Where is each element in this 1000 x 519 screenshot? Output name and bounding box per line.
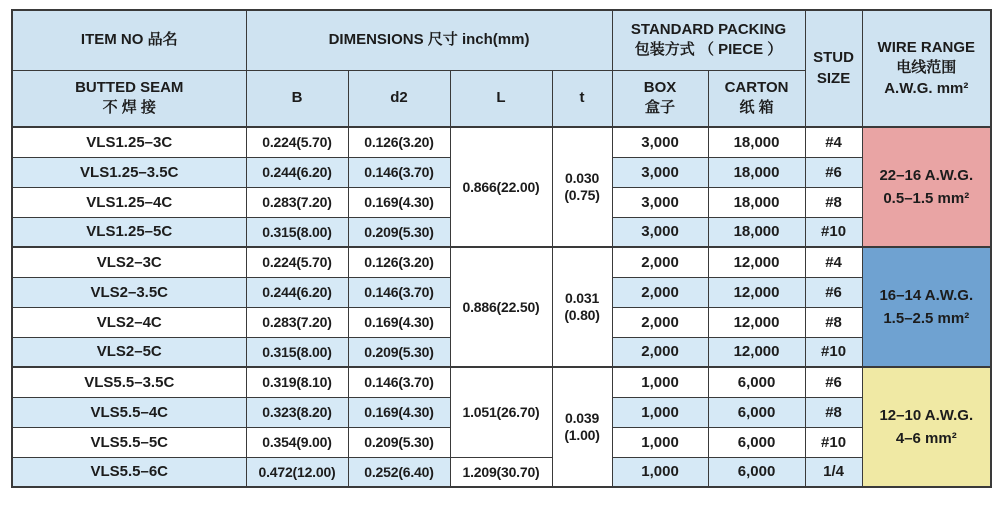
header-butted-seam xyxy=(12,70,246,127)
box-cell: 3,000 xyxy=(612,127,708,157)
header-butted-seam-en: BUTTED SEAM xyxy=(75,79,184,96)
header-standard-packing xyxy=(612,10,805,70)
carton-cell: 12,000 xyxy=(708,277,805,307)
dim-d2-cell: 0.126(3.20) xyxy=(348,247,450,277)
table-body xyxy=(12,127,991,487)
carton-cell: 18,000 xyxy=(708,217,805,247)
header-dimensions: DIMENSIONS 尺寸 inch(mm) xyxy=(246,10,612,70)
dim-b-cell: 0.315(8.00) xyxy=(246,217,348,247)
dim-b-cell: 0.323(8.20) xyxy=(246,397,348,427)
header-col-d2: d2 xyxy=(348,70,450,127)
header-wire-range-en: WIRE RANGE xyxy=(877,39,976,57)
dim-t-mm: (0.75) xyxy=(564,187,600,203)
dim-t-cell xyxy=(552,367,612,487)
carton-cell: 6,000 xyxy=(708,427,805,457)
dim-t-cell xyxy=(552,247,612,367)
stud-cell: 1/4 xyxy=(805,457,862,487)
dim-d2-cell: 0.169(4.30) xyxy=(348,187,450,217)
table-row xyxy=(12,127,991,157)
table-header xyxy=(12,10,991,127)
box-cell: 1,000 xyxy=(612,457,708,487)
dim-t-mm: (1.00) xyxy=(564,427,600,443)
stud-cell: #8 xyxy=(805,187,862,217)
header-stud-line2: SIZE xyxy=(816,69,851,87)
dim-d2-cell: 0.169(4.30) xyxy=(348,307,450,337)
item-cell: VLS1.25–5C xyxy=(12,217,246,247)
header-item-no: ITEM NO 品名 xyxy=(12,10,246,70)
item-cell: VLS5.5–5C xyxy=(12,427,246,457)
stud-cell: #4 xyxy=(805,127,862,157)
table-row xyxy=(12,457,991,487)
dim-d2-cell: 0.146(3.70) xyxy=(348,157,450,187)
dim-d2-cell: 0.209(5.30) xyxy=(348,427,450,457)
dim-b-cell: 0.315(8.00) xyxy=(246,337,348,367)
dim-d2-cell: 0.169(4.30) xyxy=(348,397,450,427)
wire-range-mm2: 4–6 mm² xyxy=(895,430,957,447)
item-cell: VLS2–5C xyxy=(12,337,246,367)
stud-cell: #4 xyxy=(805,247,862,277)
wire-range-mm2: 0.5–1.5 mm² xyxy=(883,190,970,207)
dim-l-cell: 0.866(22.00) xyxy=(450,127,552,247)
wire-range-cell xyxy=(862,127,991,247)
header-wire-range xyxy=(862,10,991,127)
header-stud-size xyxy=(805,10,862,127)
dim-t-inch: 0.030 xyxy=(565,169,600,186)
header-wire-range-units: A.W.G. mm² xyxy=(884,79,969,97)
dim-d2-cell: 0.252(6.40) xyxy=(348,457,450,487)
dim-b-cell: 0.244(6.20) xyxy=(246,157,348,187)
item-cell: VLS1.25–3C xyxy=(12,127,246,157)
item-cell: VLS2–3C xyxy=(12,247,246,277)
item-cell: VLS5.5–3.5C xyxy=(12,367,246,397)
box-cell: 3,000 xyxy=(612,157,708,187)
wire-range-awg: 22–16 A.W.G. xyxy=(879,166,974,184)
carton-cell: 12,000 xyxy=(708,247,805,277)
header-col-box xyxy=(612,70,708,127)
header-stud-line1: STUD xyxy=(813,49,854,67)
dim-b-cell: 0.283(7.20) xyxy=(246,187,348,217)
carton-cell: 18,000 xyxy=(708,157,805,187)
dim-b-cell: 0.319(8.10) xyxy=(246,367,348,397)
item-cell: VLS5.5–4C xyxy=(12,397,246,427)
header-box-cn: 盒子 xyxy=(645,99,676,117)
box-cell: 1,000 xyxy=(612,427,708,457)
dim-b-cell: 0.224(5.70) xyxy=(246,247,348,277)
wire-range-cell xyxy=(862,367,991,487)
header-standard-packing-en: STANDARD PACKING xyxy=(630,21,787,38)
product-spec-table xyxy=(11,9,992,488)
dim-d2-cell: 0.146(3.70) xyxy=(348,277,450,307)
stud-cell: #6 xyxy=(805,277,862,307)
stud-cell: #10 xyxy=(805,427,862,457)
dim-d2-cell: 0.126(3.20) xyxy=(348,127,450,157)
stud-cell: #8 xyxy=(805,397,862,427)
item-cell: VLS5.5–6C xyxy=(12,457,246,487)
table-row xyxy=(12,367,991,397)
header-carton-cn: 纸 箱 xyxy=(739,99,774,117)
dim-l-cell: 1.209(30.70) xyxy=(450,457,552,487)
header-col-t: t xyxy=(552,70,612,127)
item-cell: VLS2–3.5C xyxy=(12,277,246,307)
dim-b-cell: 0.244(6.20) xyxy=(246,277,348,307)
dim-t-cell xyxy=(552,127,612,247)
box-cell: 2,000 xyxy=(612,277,708,307)
box-cell: 2,000 xyxy=(612,307,708,337)
item-cell: VLS1.25–3.5C xyxy=(12,157,246,187)
stud-cell: #6 xyxy=(805,157,862,187)
stud-cell: #6 xyxy=(805,367,862,397)
wire-range-awg: 12–10 A.W.G. xyxy=(879,406,974,424)
dim-t-inch: 0.039 xyxy=(565,409,600,426)
carton-cell: 6,000 xyxy=(708,367,805,397)
dim-b-cell: 0.283(7.20) xyxy=(246,307,348,337)
header-col-b: B xyxy=(246,70,348,127)
dim-t-inch: 0.031 xyxy=(565,289,600,306)
carton-cell: 12,000 xyxy=(708,337,805,367)
dim-d2-cell: 0.209(5.30) xyxy=(348,217,450,247)
wire-range-cell xyxy=(862,247,991,367)
carton-cell: 12,000 xyxy=(708,307,805,337)
header-col-carton xyxy=(708,70,805,127)
wire-range-awg: 16–14 A.W.G. xyxy=(879,286,974,304)
dim-l-cell: 1.051(26.70) xyxy=(450,367,552,457)
box-cell: 1,000 xyxy=(612,397,708,427)
dim-b-cell: 0.472(12.00) xyxy=(246,457,348,487)
stud-cell: #8 xyxy=(805,307,862,337)
item-cell: VLS2–4C xyxy=(12,307,246,337)
header-box-en: BOX xyxy=(643,79,677,96)
box-cell: 1,000 xyxy=(612,367,708,397)
item-cell: VLS1.25–4C xyxy=(12,187,246,217)
box-cell: 2,000 xyxy=(612,247,708,277)
dim-d2-cell: 0.209(5.30) xyxy=(348,337,450,367)
header-col-l: L xyxy=(450,70,552,127)
box-cell: 3,000 xyxy=(612,217,708,247)
header-butted-seam-cn: 不 焊 接 xyxy=(102,99,156,117)
dim-b-cell: 0.224(5.70) xyxy=(246,127,348,157)
header-standard-packing-cn: 包装方式 （ PIECE ） xyxy=(634,41,783,59)
stud-cell: #10 xyxy=(805,217,862,247)
dim-l-cell: 0.886(22.50) xyxy=(450,247,552,367)
table-row xyxy=(12,247,991,277)
header-wire-range-cn: 电线范围 xyxy=(896,59,957,77)
carton-cell: 6,000 xyxy=(708,397,805,427)
wire-range-mm2: 1.5–2.5 mm² xyxy=(883,310,970,327)
header-carton-en: CARTON xyxy=(724,79,789,96)
stud-cell: #10 xyxy=(805,337,862,367)
box-cell: 2,000 xyxy=(612,337,708,367)
dim-t-mm: (0.80) xyxy=(564,307,600,323)
dim-b-cell: 0.354(9.00) xyxy=(246,427,348,457)
box-cell: 3,000 xyxy=(612,187,708,217)
dim-d2-cell: 0.146(3.70) xyxy=(348,367,450,397)
carton-cell: 18,000 xyxy=(708,127,805,157)
carton-cell: 18,000 xyxy=(708,187,805,217)
carton-cell: 6,000 xyxy=(708,457,805,487)
